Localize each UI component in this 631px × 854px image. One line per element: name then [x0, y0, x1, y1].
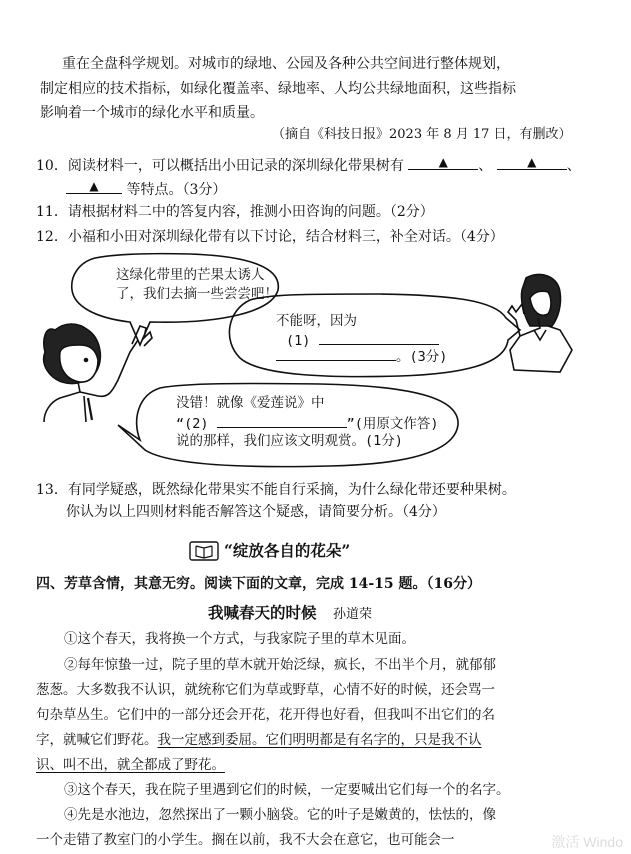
paragraph-3: ③这个春天，我在院子里遇到它们的时候，一定要喊出它们每一个的名字。	[64, 782, 510, 798]
material-source: （摘自《科技日报》2023 年 8 月 17 日，有删改）	[272, 127, 572, 142]
answer-blank-10c[interactable]: ▲	[66, 179, 122, 194]
question-12: 12．小福和小田对深圳绿化带有以下讨论，结合材料三，补全对话。（4分）	[36, 229, 504, 245]
paragraph-2-line-1: ②每年惊蛰一过，院子里的草木就开始泛绿，疯长，不出半个月，就郁郁	[64, 657, 496, 673]
section-banner: “绽放各自的花朵”	[224, 541, 351, 560]
book-icon	[190, 542, 218, 560]
material-line-1: 重在全盘科学规划。对城市的绿地、公园及各种公共空间进行整体规划，	[62, 56, 510, 72]
question-10-text: 10．阅读材料一，可以概括出小田记录的深圳绿化带果树有	[36, 158, 404, 174]
part-four-heading: 四、芳草含情，其意无穷。阅读下面的文章，完成 14-15 题。（16分）	[36, 576, 482, 592]
answer-blank-12-1b[interactable]	[276, 346, 396, 361]
answer-blank-12-1a[interactable]	[319, 330, 439, 345]
material-line-2: 制定相应的技术指标，如绿化覆盖率、绿地率、人均公共绿地面积，这些指标	[40, 81, 516, 97]
material-line-3: 影响着一个城市的绿化水平和质量。	[40, 105, 264, 121]
underlined-sentence: 我一定感到委屈。它们明明都是有名字的，只是我不认	[157, 732, 482, 748]
girl-speech-3: 。(3分)	[276, 346, 447, 366]
article-title: 我喊春天的时候	[208, 603, 317, 622]
question-13-line-1: 13．有同学疑惑，既然绿化带果实不能自行采摘，为什么绿化带还要种果树。	[36, 482, 516, 498]
paragraph-4-line-2: 一个走错了教室门的小学生。搁在以前，我不大会在意它，也可能会一	[36, 832, 455, 848]
question-10: 10．阅读材料一，可以概括出小田记录的深圳绿化带果树有 ▲ 、 ▲ 、	[36, 155, 581, 174]
article-author: 孙道荣	[332, 607, 372, 622]
boy-speech-bottom-2: “(2) ”(用原文作答)	[176, 413, 439, 433]
girl-speech-1: 不能呀，因为	[276, 313, 357, 329]
boy-figure	[44, 324, 152, 422]
paragraph-2-line-2: 葱葱。大多数我不认识，就统称它们为草或野草，心情不好的时候，还会骂一	[36, 682, 495, 698]
paragraph-2-line-4: 字，就喊它们野花。我一定感到委屈。它们明明都是有名字的，只是我不认	[36, 732, 482, 748]
answer-blank-10b[interactable]: ▲	[497, 155, 567, 170]
paragraph-1: ①这个春天，我将换一个方式，与我家院子里的草木见面。	[64, 631, 415, 647]
answer-blank-12-2[interactable]	[217, 413, 347, 428]
girl-figure	[508, 274, 572, 372]
paragraph-2-line-3: 句杂草丛生。它们中的一部分还会开花，花开得也好看，但我叫不出它们的名	[36, 707, 495, 723]
boy-speech-bottom-1: 没错！就像《爱莲说》中	[176, 395, 325, 411]
question-10-line-2: ▲ 等特点。（3分）	[66, 179, 226, 199]
paragraph-4-line-1: ④先是水池边，忽然探出了一颗小脑袋。它的叶子是嫩黄的，怯怯的，像	[64, 807, 496, 823]
boy-speech-1: 这绿化带里的芒果太诱人	[116, 267, 265, 283]
girl-speech-2: (1)	[286, 330, 439, 350]
question-11: 11．请根据材料二中的答复内容，推测小田咨询的问题。（2分）	[36, 204, 434, 220]
boy-speech-bottom-3: 说的那样，我们应该文明观赏。(1分)	[176, 433, 403, 449]
article-title-line	[208, 604, 372, 624]
boy-speech-2: 了，我们去摘一些尝尝吧！	[116, 286, 278, 302]
paragraph-2-line-5: 识、叫不出，就全都成了野花。	[36, 757, 225, 773]
question-13-line-2: 你认为以上四则材料能否解答这个疑惑，请简要分析。（4分）	[66, 504, 446, 520]
windows-activation-watermark: 激活 Windo	[551, 834, 623, 850]
answer-blank-10a[interactable]: ▲	[408, 155, 478, 170]
